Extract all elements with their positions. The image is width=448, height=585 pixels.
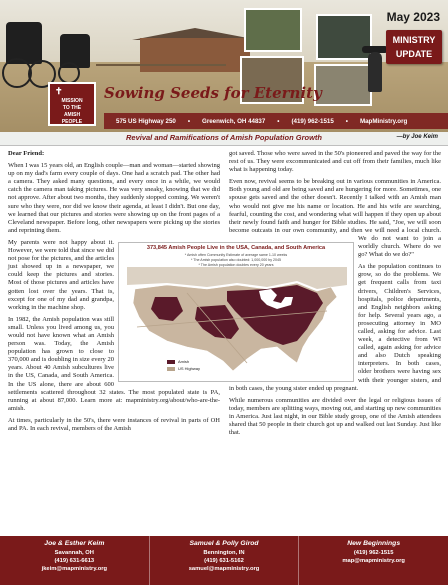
map-legend: Amish US Highway [167,359,200,373]
paragraph: Even now, revival seems to be breaking out in various communities in America. Both young and old are being saved and are hungering for more. Sometimes, one spouse gets saved and the other doesn't. Recently I talked with an Amish man who would not give me his name or location. He and his wife are searching, fearful, counting the cost, and wondering what will happen if they open up about their newly found faith and hunger for Bible studies. He said, "Joe, we will soon become outcasts in our own community, and then we will need a local church. We do not want to join a worldly church. Where do we go? What do we do?" [229,178,441,259]
amish-man-figure [368,52,382,92]
buggy-photo [6,22,42,64]
issue-date: May 2023 [386,10,440,24]
city-address: Greenwich, OH 44837 [202,117,266,125]
paragraph: In 1982, the Amish population was still small. Unless you lived among us, you would not have known what an Amish person was. Today, the Amish population has grown to close to 370,000 and is doubling in size every 20 years. About 40 Amish subcultures live in the US, Canada, and South America. In the US alone, there are about 600 settlements scattered throughout 32 states. The most populated state is PA, running at about 87,000. Learn more at: mapministry.org/about/who-are-the-amish. [8,315,220,412]
contact-new-beginnings: New Beginnings (419) 962-1515 map@mapministry.org [299,536,448,585]
paragraph: As the population continues to grow, so do the problems. We get frequent calls from taxi drivers, Children's Services, hospitals, police departments, and English neighbors asking for help. Several years ago, a prosecuting attorney in MO called, asking for advice. Last week, a detective from WI called, again asking for advice and also Dutch speaking interpreters. In both cases, older brothers were having sex with their younger sisters, and in both cases, the young sister ended up pregnant. [229,263,441,392]
collage-photo [244,8,302,52]
address-bar: 575 US Highway 250 • Greenwich, OH 44837 • (419) 962-1515 • MapMinistry.org [104,113,448,129]
ministry-update-badge: MINISTRY UPDATE [386,30,442,64]
contact-keim: Joe & Esther Keim Savannah, OH (419) 631-6613 jkeim@mapministry.org [0,536,150,585]
paragraph: My parents were not happy about it. However, we were told that since we did not pose for the pictures, and the articles just showed up in a newspaper, we could keep the pictures and stories. Most of those pictures and articles have gotten lost over the years. That is, except for one of my dad and grandpa, working in the machine shop. [8,238,114,311]
email-link[interactable]: jkeim@mapministry.org [41,566,108,572]
email-link[interactable]: samuel@mapministry.org [188,566,260,572]
paragraph: At times, particularly in the 50's, there were instances of revival in parts of OH and PA. In each revival, members of the Amish [8,416,220,432]
amish-population-map [118,242,354,382]
logo-cross-icon: ✝ [55,86,63,96]
street-address: 575 US Highway 250 [116,117,176,125]
email-link[interactable]: map@mapministry.org [342,558,405,564]
us-map-graphic [127,267,347,379]
headline-bar [0,132,448,146]
masthead [0,0,448,132]
map-title: 373,845 Amish People Live in the USA, Canada, and South America [146,245,326,251]
contact-girod: Samuel & Polly Girod Bennington, IN (419) 631-5162 samuel@mapministry.org [150,536,300,585]
map-note: * Amish often Community Estimate of average same 1-10 weeks [184,253,288,257]
website-link[interactable]: MapMinistry.org [359,117,408,125]
paragraph: When I was 15 years old, an English couple—man and woman—started showing up on my dad's farm every couple of days. One had a scratch pad. The other had a camera. They asked many questions, and every once in a while, we would catch the camera man taking pictures. He was very sneaky, knowing that we did not approve. After about two months, they suddenly stopped coming. We weren't sure who they were, nor did we know their agenda, at least I didn't. But one day, we learned that our pictures and stories were showing up on the front pages of a Cleveland newspaper. Before long, other newspapers were picking up the stories and reprinting them. [8,162,220,234]
legend-swatch-amish [167,360,175,364]
buggy-wheel [58,62,80,84]
fence [96,64,226,66]
barn-photo [140,38,250,72]
legend-swatch-highway [167,367,175,371]
article-byline: —by Joe Keim [396,134,438,140]
paragraph: While numerous communities are divided over the legal or religious issues of today, members are splitting ways, moving out, and starting up new communities in America. Just last night, in our Bible study group, one of the Amish attendees shared that 50 people in their church got up and walked out last Sunday. Just like that. [229,396,441,437]
ministry-logo: ✝ MISSION TO THE AMISH PEOPLE [48,82,96,126]
map-note: * The Amish population doubles every 20 years [198,263,274,267]
greeting: Dear Friend: [8,150,45,157]
map-note: * The Amish population also doubled: 1,000,000 by 2045 [190,258,282,262]
collage-photo [314,64,372,106]
paragraph: got saved. Those who were saved in the 50's pioneered and paved the way for the rest of us. They were excommunicated and cut off from their families, much like what is happening today. [229,150,441,174]
article-headline: Revival and Ramifications of Amish Population Growth [126,133,322,142]
contact-footer [0,536,448,585]
collage-photo [316,14,372,60]
phone-number: (419) 962-1515 [291,117,334,125]
tagline: Sowing Seeds for Eternity [104,84,322,102]
